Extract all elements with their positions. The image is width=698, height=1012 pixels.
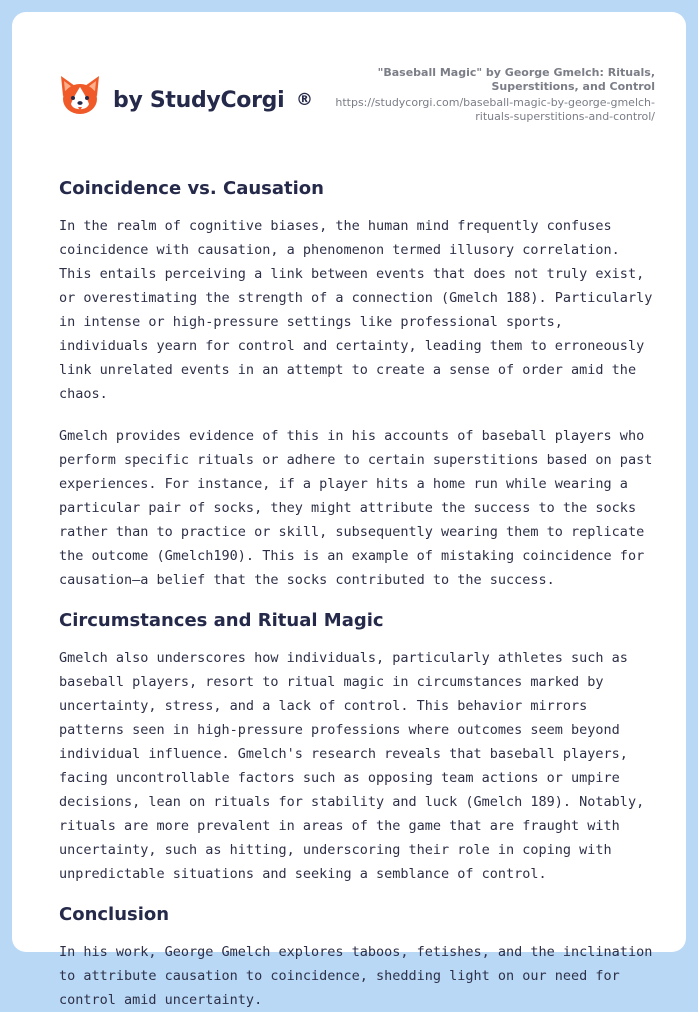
studycorgi-logo[interactable] bbox=[60, 74, 313, 118]
source-citation bbox=[325, 66, 655, 124]
paragraph: In his work, George Gmelch explores taboos, fetishes, and the inclination to attribute causation to coincidence, shedding light on our need for control amid uncertainty. bbox=[59, 944, 653, 1008]
source-title: "Baseball Magic" by George Gmelch: Rituals, Superstitions, and Control bbox=[377, 66, 655, 93]
logo-text: by StudyCorgi bbox=[113, 87, 285, 113]
section-heading: Coincidence vs. Causation bbox=[59, 178, 324, 199]
paragraph: Gmelch also underscores how individuals, particularly athletes such as baseball players, resort to ritual magic in circumstances marked by uncertainty, stress, and a lack of control. This behavior mirrors patterns seen in high-pressure professions where outcomes seem beyond individual influence. Gmelch's research reveals that baseball players, facing uncontrollable factors such as opposing team actions or umpire decisions, lean on rituals for stability and luck (Gmelch 189). Notably, rituals are more prevalent in areas of the game that are fraught with uncertainty, such as hitting, underscoring their role in coping with unpredictable situations and seeking a semblance of control. bbox=[59, 650, 645, 882]
paragraph: In the realm of cognitive biases, the human mind frequently confuses coincidence with causation, a phenomenon termed illusory correlation. This entails perceiving a link between events that does not truly exist, or overestimating the strength of a connection (Gmelch 188). Particularly in intense or high-pressure settings like professional sports, individuals yearn for control and certainty, leading them to erroneously link unrelated events in an attempt to create a sense of order amid the chaos. bbox=[59, 218, 653, 402]
source-url[interactable]: https://studycorgi.com/baseball-magic-by-george-gmelch-rituals-superstitions-and-control/ bbox=[335, 96, 655, 123]
paragraph: Gmelch provides evidence of this in his accounts of baseball players who perform specific rituals or adhere to certain superstitions based on past experiences. For instance, if a player hits a home run while wearing a particular pair of socks, they might attribute the success to the socks rather than to practice or skill, subsequently wearing them to replicate the outcome (Gmelch190). This is an example of mistaking coincidence for causation—a belief that the socks contributed to the success. bbox=[59, 428, 653, 588]
section-heading: Conclusion bbox=[59, 904, 170, 925]
document-card bbox=[12, 12, 686, 1008]
corgi-icon bbox=[60, 74, 100, 118]
section-heading: Circumstances and Ritual Magic bbox=[59, 610, 384, 631]
article-content bbox=[59, 176, 659, 1012]
registered-mark: ® bbox=[296, 90, 313, 110]
